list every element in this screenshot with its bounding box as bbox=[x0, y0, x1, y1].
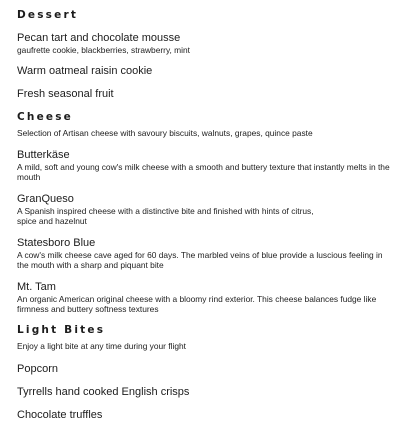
dessert-section bbox=[17, 8, 395, 101]
menu-item bbox=[17, 65, 395, 78]
menu-item bbox=[17, 193, 395, 226]
item-description: A cow's milk cheese cave aged for 60 days. The marbled veins of blue provide a luscious feeling in the mouth with a sharp and piquant bite bbox=[17, 250, 383, 270]
item-name: Pecan tart and chocolate mousse bbox=[17, 32, 181, 44]
item-name: Warm oatmeal raisin cookie bbox=[17, 65, 153, 77]
item-description-line-1: A Spanish inspired cheese with a distinctive bite and finished with hints of citrus, bbox=[17, 206, 314, 216]
item-name: Statesboro Blue bbox=[17, 237, 96, 249]
cheese-section bbox=[17, 110, 395, 314]
item-name: Popcorn bbox=[17, 363, 58, 375]
item-name: Chocolate truffles bbox=[17, 409, 103, 421]
menu-item bbox=[17, 409, 395, 422]
item-description: An organic American original cheese with a bloomy rind exterior. This cheese balances fudge like firmness and buttery softness textures bbox=[17, 294, 377, 314]
item-name: Fresh seasonal fruit bbox=[17, 88, 114, 100]
menu-item bbox=[17, 237, 395, 270]
item-name: Tyrrells hand cooked English crisps bbox=[17, 386, 190, 398]
item-name: Butterkäse bbox=[17, 149, 70, 161]
menu-item bbox=[17, 281, 395, 314]
menu-item bbox=[17, 32, 395, 55]
light-bites-section bbox=[17, 323, 395, 422]
dessert-heading: Dessert bbox=[17, 9, 79, 21]
menu-item bbox=[17, 88, 395, 101]
menu-item bbox=[17, 363, 395, 376]
light-bites-heading: Light Bites bbox=[17, 324, 106, 336]
menu-item bbox=[17, 149, 395, 182]
item-name: GranQueso bbox=[17, 193, 74, 205]
menu-item bbox=[17, 386, 395, 399]
item-description: A mild, soft and young cow's milk cheese with a smooth and buttery texture that instantly melts in the mouth bbox=[17, 162, 390, 182]
menu-page bbox=[17, 8, 395, 422]
cheese-heading: Cheese bbox=[17, 111, 73, 123]
item-name: Mt. Tam bbox=[17, 281, 56, 293]
item-description: gaufrette cookie, blackberries, strawberry, mint bbox=[17, 45, 190, 55]
item-description-line-2: spice and hazelnut bbox=[17, 216, 87, 226]
light-bites-note: Enjoy a light bite at any time during your flight bbox=[17, 341, 186, 351]
cheese-note: Selection of Artisan cheese with savoury biscuits, walnuts, grapes, quince paste bbox=[17, 128, 313, 138]
